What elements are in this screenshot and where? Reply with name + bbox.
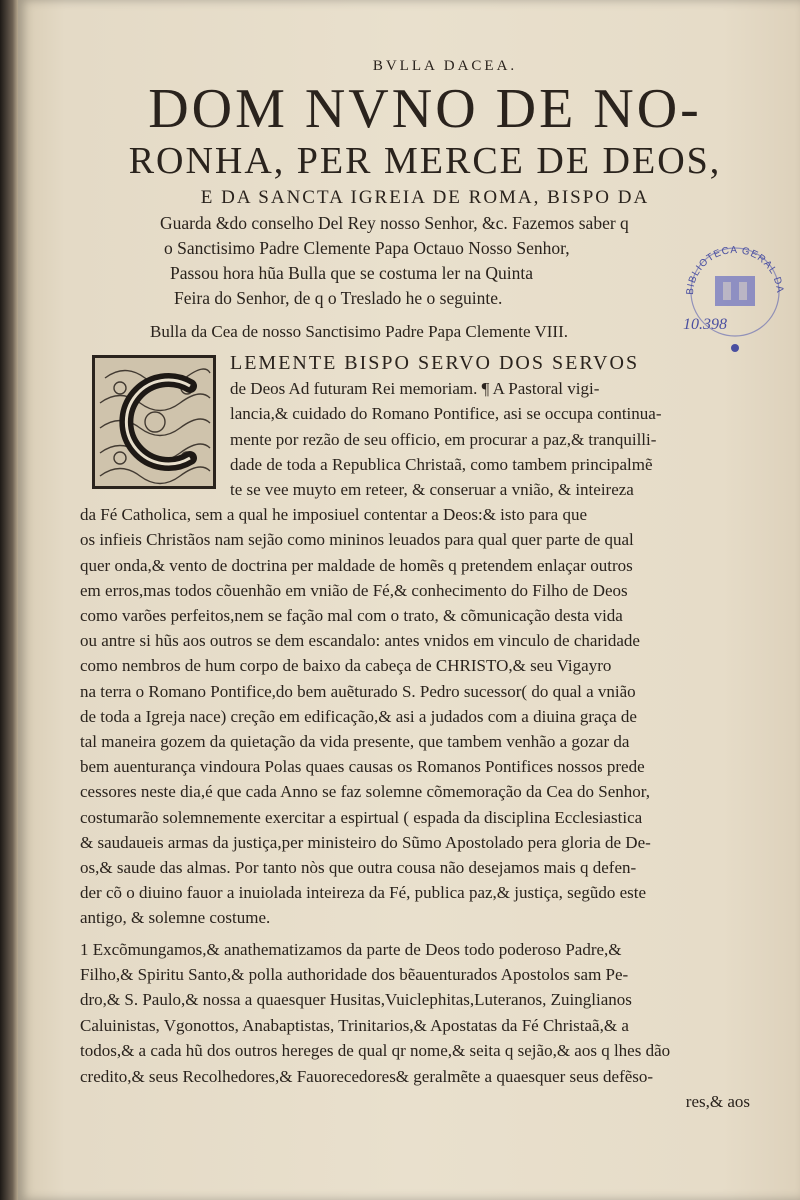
paragraph-line: os infieis Christãos nam sejão como mininos leuados para qual quer parte de qual bbox=[80, 530, 634, 550]
paragraph-line: tal maneira gozem da quietação da vida presente, que tambem venhão a gozar da bbox=[80, 732, 630, 752]
paragraph-line: Filho,& Spiritu Santo,& polla authoridade dos bẽauenturados Apostolos sam Pe- bbox=[80, 965, 629, 985]
paragraph-line: cessores neste dia,é que cada Anno se faz solemne cõmemoração da Cea do Senhor, bbox=[80, 782, 651, 802]
paragraph-line: te se vee muyto em reteer, & conseruar a vnião, & inteireza bbox=[230, 480, 634, 500]
paragraph-line: quer onda,& vento de doctrina per maldade de homẽs q pretendem enlaçar outros bbox=[80, 555, 633, 575]
title-line-3: E DA SANCTA IGREIA DE ROMA, BISPO DA bbox=[200, 187, 650, 208]
paragraph-line: ou antre si hũs aos outros se dem escandalo: antes vnidos em vinculo de charidade bbox=[80, 631, 640, 651]
paragraph-line: como varões perfeitos,nem se fação mal com o trato, & cõmunicação desta vida bbox=[80, 606, 623, 626]
title-line-2: RONHA, PER MERCE DE DEOS, bbox=[128, 140, 722, 182]
paragraph-line: costumarão solemnemente exercitar a espirtual ( espada da disciplina Ecclesiastica bbox=[80, 807, 643, 827]
paragraph-line: em erros,mas todos cõuenhão em vnião de Fé,& conhecimento do Filho de Deos bbox=[80, 580, 628, 600]
paragraph-line: 1 Excõmungamos,& anathematizamos da parte de Deos todo poderoso Padre,& bbox=[80, 939, 622, 959]
paragraph-line: na terra o Romano Pontifice,do bem auẽturado S. Pedro sucessor( do qual a vnião bbox=[80, 681, 636, 701]
paragraph-line: de Deos Ad futuram Rei memoriam. ¶ A Pastoral vigi- bbox=[230, 379, 600, 399]
paragraph-line: Caluinistas, Vgonottos, Anabaptistas, Trinitarios,& Apostatas da Fé Christaã,& a bbox=[80, 1015, 629, 1035]
paragraph-line: antigo, & solemne costume. bbox=[80, 908, 271, 928]
paragraph-line: da Fé Catholica, sem a qual he imposiuel contentar a Deos:& isto para que bbox=[80, 505, 588, 525]
book-gutter bbox=[0, 0, 18, 1200]
catchword-line: res,& aos bbox=[685, 1092, 750, 1112]
title-line-1: DOM NVNO DE NO- bbox=[148, 78, 702, 140]
paragraph-line: LEMENTE BISPO SERVO DOS SERVOS bbox=[230, 352, 640, 374]
intro-line: o Sanctisimo Padre Clemente Papa Octauo Nosso Senhor, bbox=[164, 238, 570, 258]
intro-paragraph bbox=[160, 211, 680, 311]
paragraph-line: dade de toda a Republica Christaã, como tambem principalmẽ bbox=[230, 454, 653, 474]
running-head: BVLLA DACEA. bbox=[372, 58, 518, 74]
first-paragraph-block bbox=[80, 351, 770, 931]
paragraph-line: dro,& S. Paulo,& nossa a quaesquer Husitas,Vuiclephitas,Luteranos, Zuinglianos bbox=[80, 990, 632, 1010]
page-text bbox=[80, 58, 770, 1115]
paragraph-line: der cõ o diuino fauor a inuiolada inteireza da Fé, publica paz,& justiça, segũdo este bbox=[80, 883, 646, 903]
intro-line: Guarda &do conselho Del Rey nosso Senhor, &c. Fazemos saber q bbox=[160, 213, 629, 233]
decorated-initial-c bbox=[92, 355, 216, 489]
paragraph-line: & saudaueis armas da justiça,per ministeiro do Sũmo Apostolado pera gloria de De- bbox=[80, 832, 651, 852]
paragraph-line: lancia,& cuidado do Romano Pontifice, asi se occupa continua- bbox=[230, 404, 662, 424]
paragraph-line: mente por rezão de seu officio, em procurar a paz,& tranquilli- bbox=[230, 429, 657, 449]
intro-line: Passou hora hũa Bulla que se costuma ler na Quinta bbox=[170, 263, 534, 283]
paragraph-line: os,& saude das almas. Por tanto nòs que outra cousa não desejamos mais q defen- bbox=[80, 858, 637, 878]
paragraph-line: como nembros de hum corpo de baixo da cabeça de CHRISTO,& seu Vigayro bbox=[80, 656, 612, 676]
paragraph-line: todos,& a cada hũ dos outros hereges de qual qr nome,& seita q sejão,& aos q lhes dão bbox=[80, 1041, 671, 1061]
paragraph-line: credito,& seus Recolhedores,& Fauorecedores& geralmẽte a quaesquer seus defẽso- bbox=[80, 1066, 654, 1086]
stamp-number: 10.398 bbox=[683, 316, 727, 333]
paragraph-line: bem auenturança vindoura Polas quaes causas os Romanos Pontifices nossos prede bbox=[80, 757, 645, 777]
numbered-paragraph-1 bbox=[80, 937, 770, 1115]
stamp-ring-text: BIBLIOTECA GERAL DA bbox=[684, 244, 786, 296]
bulla-title: Bulla da Cea de nosso Sanctisimo Padre Papa Clemente VIII. bbox=[150, 322, 568, 341]
intro-line: Feira do Senhor, de q o Treslado he o seguinte. bbox=[174, 288, 503, 308]
document-page bbox=[18, 0, 800, 1200]
paragraph-line: de toda a Igreja nace) creção em edificação,& asi a judados com a diuina graça de bbox=[80, 706, 637, 726]
